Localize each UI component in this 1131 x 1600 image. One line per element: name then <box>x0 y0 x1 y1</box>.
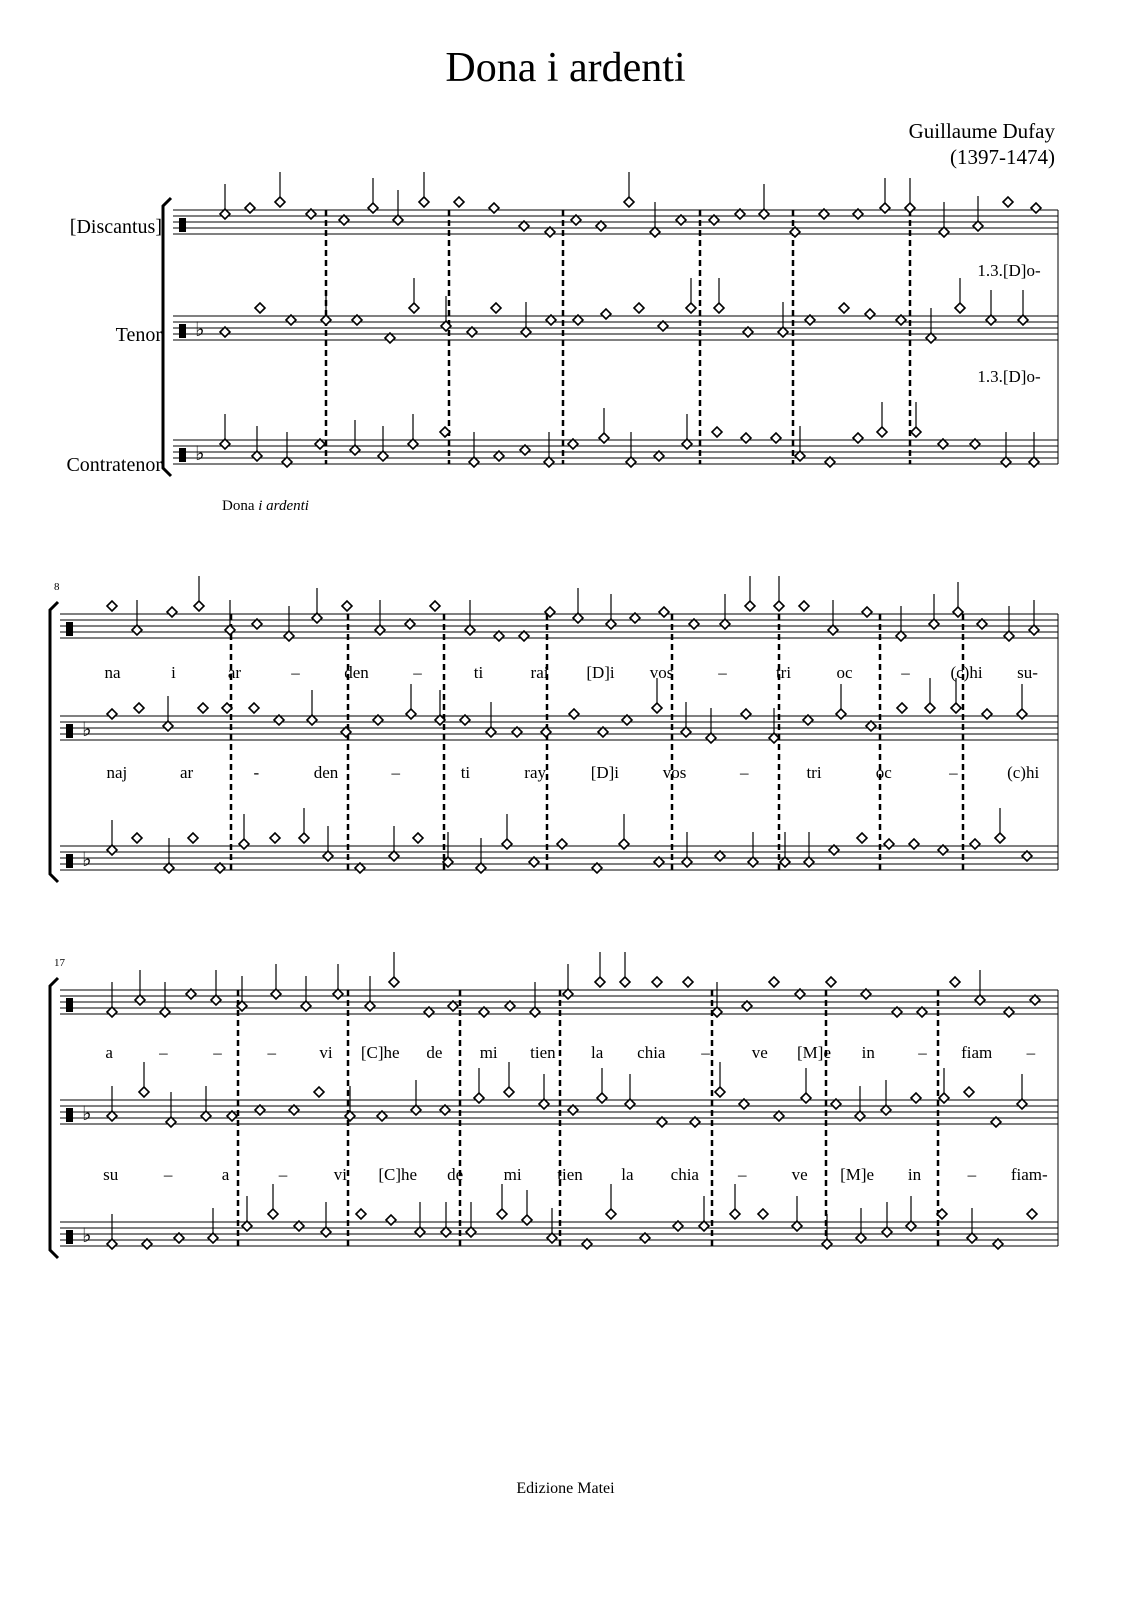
lyrics-tenor: mi <box>503 1165 522 1184</box>
lyrics-tenor: – <box>967 1165 977 1184</box>
clef-icon <box>179 448 186 462</box>
lyrics-tenor: naj <box>106 763 128 782</box>
note-head <box>406 709 416 719</box>
note-head <box>389 977 399 987</box>
lyrics-discantus: ti <box>473 663 484 682</box>
note-head <box>599 433 609 443</box>
flat-icon: ♭ <box>82 717 92 741</box>
lyrics-discantus: rai <box>530 663 549 682</box>
note-head <box>774 601 784 611</box>
flat-icon: ♭ <box>82 1223 92 1247</box>
lyrics-discantus: – <box>213 1043 222 1062</box>
note-head <box>255 303 265 313</box>
note-head <box>741 433 751 443</box>
voice-label-contratenor: Contratenor <box>66 454 162 476</box>
lyrics-tenor: su <box>103 1165 119 1184</box>
note-head <box>107 709 117 719</box>
lyrics-tenor: – <box>163 1165 173 1184</box>
lyrics-tenor: – <box>278 1165 288 1184</box>
note-head <box>909 839 919 849</box>
flat-icon: ♭ <box>82 847 92 871</box>
lyrics-tenor: (c)hi <box>1007 763 1040 782</box>
lyrics-discantus: i <box>171 663 176 682</box>
note-head <box>624 197 634 207</box>
note-head <box>741 709 751 719</box>
note-head <box>619 839 629 849</box>
note-head <box>964 1087 974 1097</box>
note-head <box>386 1215 396 1225</box>
note-head <box>597 1093 607 1103</box>
lyrics-tenor: [M]e <box>840 1165 875 1184</box>
note-head <box>897 703 907 713</box>
note-head <box>368 203 378 213</box>
lyrics-discantus: in <box>861 1043 875 1062</box>
lyrics-discantus: – <box>159 1043 168 1062</box>
lyrics-discantus: – <box>413 663 422 682</box>
lyrics-discantus: de <box>426 1043 443 1062</box>
note-head <box>745 601 755 611</box>
note-head <box>314 1087 324 1097</box>
note-head <box>239 839 249 849</box>
lyrics-tenor: – <box>737 1165 747 1184</box>
lyrics-tenor: la <box>621 1165 634 1184</box>
lyrics-discantus: – <box>901 663 910 682</box>
lyrics-discantus: ve <box>751 1043 768 1062</box>
lyrics-discantus: – <box>291 663 300 682</box>
note-head <box>970 839 980 849</box>
note-head <box>270 833 280 843</box>
lyrics-discantus: [C]he <box>360 1043 400 1062</box>
clef-icon <box>66 1108 73 1122</box>
lyrics-tenor: ti <box>460 763 471 782</box>
note-head <box>268 1209 278 1219</box>
note-head <box>853 433 863 443</box>
lyrics-discantus: den <box>344 663 369 682</box>
note-head <box>771 433 781 443</box>
note-head <box>714 303 724 313</box>
note-head <box>249 703 259 713</box>
note-head <box>877 427 887 437</box>
note-head <box>620 977 630 987</box>
lyrics-discantus: chia <box>637 1043 666 1062</box>
note-head <box>569 709 579 719</box>
lyrics-tenor: chia <box>670 1165 699 1184</box>
note-head <box>194 601 204 611</box>
composer-name: Guillaume Dufay <box>908 119 1055 143</box>
note-head <box>686 303 696 313</box>
note-head <box>799 601 809 611</box>
note-head <box>1003 197 1013 207</box>
lyrics-discantus: (c)hi <box>950 663 983 682</box>
lyrics-discantus: – <box>718 663 727 682</box>
measure-number: 8 <box>54 581 60 593</box>
lyrics-tenor: in <box>907 1165 922 1184</box>
flat-icon: ♭ <box>82 1101 92 1125</box>
note-head <box>522 1215 532 1225</box>
incipit-text: Dona i ardenti <box>222 498 309 514</box>
lyrics-tenor: vos <box>662 763 687 782</box>
lyrics-discantus: vi <box>319 1043 333 1062</box>
note-head <box>601 309 611 319</box>
lyrics-discantus: – <box>918 1043 927 1062</box>
note-head <box>198 703 208 713</box>
note-head <box>911 427 921 437</box>
lyrics-discantus: vos <box>649 663 674 682</box>
lyrics-discantus: – <box>701 1043 710 1062</box>
note-head <box>606 1209 616 1219</box>
lyrics-tenor: ar <box>179 763 194 782</box>
note-head <box>712 427 722 437</box>
note-head <box>730 1209 740 1219</box>
page-title: Dona i ardenti <box>445 45 686 91</box>
lyrics-tenor: – <box>391 763 400 782</box>
measure-number: 17 <box>54 957 65 969</box>
lyrics-discantus: tien <box>530 1043 556 1062</box>
lyrics-tenor: fiam- <box>1010 1165 1048 1184</box>
note-head <box>836 709 846 719</box>
flat-icon: ♭ <box>195 441 205 465</box>
note-head <box>1017 709 1027 719</box>
clef-icon <box>66 998 73 1012</box>
system-bracket <box>50 978 58 1258</box>
note-head <box>275 197 285 207</box>
composer-dates: (1397-1474) <box>950 145 1055 169</box>
note-head <box>356 1209 366 1219</box>
lyrics-discantus: [D]i <box>586 663 615 682</box>
lyrics-discantus: ar <box>227 663 242 682</box>
lyrics-tenor: oc <box>875 763 892 782</box>
note-head <box>801 1093 811 1103</box>
note-head <box>491 303 501 313</box>
note-head <box>652 703 662 713</box>
lyrics-tenor: ve <box>791 1165 808 1184</box>
clef-icon <box>179 218 186 232</box>
lyrics-tenor: – <box>740 763 749 782</box>
lyrics-tenor: [C]he <box>378 1165 418 1184</box>
note-head <box>595 977 605 987</box>
note-head <box>857 833 867 843</box>
lyrics-discantus: tri <box>775 663 792 682</box>
clef-icon <box>66 1230 73 1244</box>
lyrics-discantus: la <box>590 1043 604 1062</box>
lyrics-discantus: 1.3.[D]o- <box>977 261 1041 280</box>
note-head <box>769 977 779 987</box>
note-head <box>299 833 309 843</box>
note-head <box>955 303 965 313</box>
clef-icon <box>66 724 73 738</box>
system-bracket <box>163 198 171 476</box>
note-head <box>497 1209 507 1219</box>
lyrics-discantus: a <box>105 1043 113 1062</box>
flat-icon: ♭ <box>195 317 205 341</box>
note-head <box>839 303 849 313</box>
note-head <box>504 1087 514 1097</box>
lyrics-tenor: tien <box>557 1165 583 1184</box>
note-head <box>107 601 117 611</box>
note-head <box>557 839 567 849</box>
note-head <box>683 977 693 987</box>
lyrics-discantus: na <box>104 663 121 682</box>
note-head <box>951 703 961 713</box>
note-head <box>188 833 198 843</box>
lyrics-discantus: – <box>267 1043 277 1062</box>
note-head <box>139 1087 149 1097</box>
lyrics-discantus: – <box>1026 1043 1036 1062</box>
note-head <box>905 203 915 213</box>
note-head <box>865 309 875 319</box>
note-head <box>634 303 644 313</box>
note-head <box>880 203 890 213</box>
note-head <box>502 839 512 849</box>
note-head <box>995 833 1005 843</box>
note-head <box>911 1093 921 1103</box>
clef-icon <box>66 854 73 868</box>
lyrics-tenor: vi <box>333 1165 347 1184</box>
note-head <box>409 303 419 313</box>
note-head <box>652 977 662 987</box>
note-head <box>245 203 255 213</box>
lyrics-tenor: [D]i <box>590 763 620 782</box>
note-head <box>419 197 429 207</box>
voice-label-tenor: Tenor <box>115 324 162 346</box>
lyrics-tenor: de <box>447 1165 464 1184</box>
note-head <box>342 601 352 611</box>
note-head <box>1031 203 1041 213</box>
lyrics-tenor: - <box>253 763 260 782</box>
note-head <box>758 1209 768 1219</box>
note-head <box>489 203 499 213</box>
note-head <box>826 977 836 987</box>
lyrics-tenor: ray <box>524 763 547 782</box>
note-head <box>982 709 992 719</box>
voice-label-discantus: [Discantus] <box>69 216 162 238</box>
clef-icon <box>179 324 186 338</box>
note-head <box>953 607 963 617</box>
note-head <box>862 607 872 617</box>
system-bracket <box>50 602 58 882</box>
lyrics-discantus: [M]e <box>797 1043 831 1062</box>
note-head <box>454 197 464 207</box>
note-head <box>413 833 423 843</box>
lyrics-tenor: 1.3.[D]o- <box>977 367 1041 386</box>
lyrics-tenor: tri <box>806 763 822 782</box>
lyrics-tenor: – <box>949 763 958 782</box>
lyrics-tenor: a <box>221 1165 230 1184</box>
note-head <box>939 1093 949 1103</box>
clef-icon <box>66 622 73 636</box>
note-head <box>474 1093 484 1103</box>
note-head <box>950 977 960 987</box>
note-head <box>715 1087 725 1097</box>
note-head <box>430 601 440 611</box>
lyrics-discantus: su- <box>1017 663 1038 682</box>
note-head <box>925 703 935 713</box>
lyrics-discantus: mi <box>479 1043 498 1062</box>
note-head <box>132 833 142 843</box>
edition-footer: Edizione Matei <box>516 1480 615 1497</box>
lyrics-discantus: fiam <box>961 1043 993 1062</box>
note-head <box>134 703 144 713</box>
lyrics-tenor: den <box>313 763 339 782</box>
note-head <box>1027 1209 1037 1219</box>
note-head <box>167 607 177 617</box>
lyrics-discantus: oc <box>836 663 853 682</box>
note-head <box>659 607 669 617</box>
note-head <box>884 839 894 849</box>
